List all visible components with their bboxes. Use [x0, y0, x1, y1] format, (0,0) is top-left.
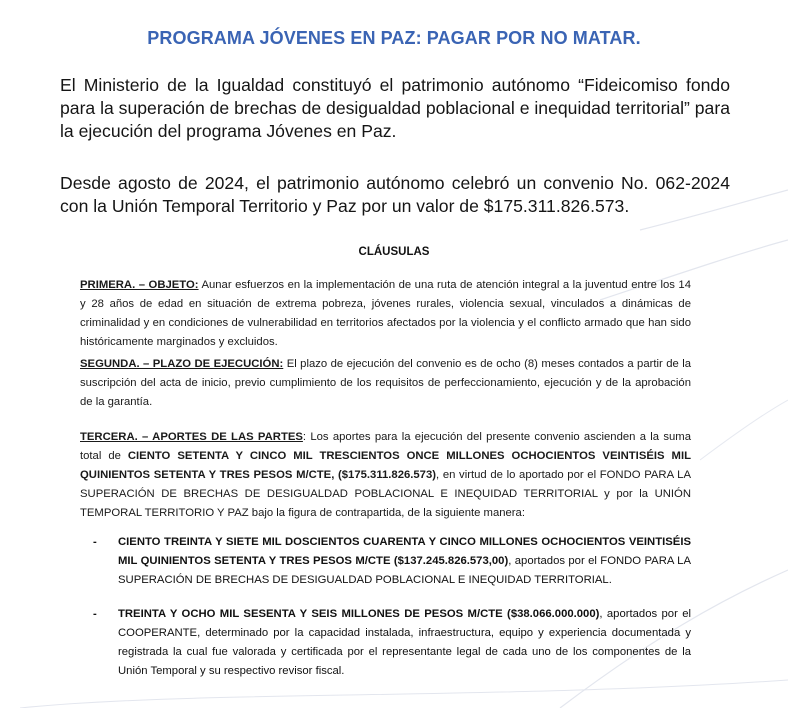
bullet-amount: TREINTA Y OCHO MIL SESENTA Y SEIS MILLONES DE PESOS M/CTE ($38.066.000.000) [118, 608, 600, 620]
bullet-description: , aportados por el FONDO PARA LA SUPERACIÓN DE BRECHAS DE DESIGUALDAD POBLACIONAL E INEQUIDAD TERRITORIAL. [118, 555, 692, 586]
intro-paragraph-1: El Ministerio de la Igualdad constituyó el patrimonio autónomo “Fideicomiso fondo para la superación de brechas de desigualdad poblacional e inequidad territorial” para la ejecución del programa Jóvenes en Paz. [60, 75, 730, 141]
clause-primera-heading: PRIMERA. – OBJETO: [80, 279, 199, 291]
bullet-text [118, 605, 691, 681]
bullet-amount: CIENTO TREINTA Y SIETE MIL DOSCIENTOS CUARENTA Y CINCO MILLONES OCHOCIENTOS VEINTISÉIS MIL QUINIENTOS SETENTA Y TRES PESOS M/CTE ($137.245.826.573,00) [118, 536, 691, 567]
bullet-description: , aportados por el COOPERANTE, determinado por la capacidad instalada, infraestructura, equipo y experiencia documentada y registrada la cual fue valorada y certificada por el representante legal de cada uno de los componentes de la Unión Temporal y su respectivo revisor fiscal. [118, 608, 691, 677]
clause-tercera-amount: CIENTO SETENTA Y CINCO MIL TRESCIENTOS ONCE MILLONES OCHOCIENTOS VEINTISÉIS MIL QUINIENTOS SETENTA Y TRES PESOS M/CTE, ($175.311.826.573) [80, 450, 691, 481]
clause-primera [80, 276, 691, 352]
clause-segunda-heading: SEGUNDA. – PLAZO DE EJECUCIÓN: [80, 358, 284, 370]
intro-paragraph-2: Desde agosto de 2024, el patrimonio autónomo celebró un convenio No. 062-2024 con la Unión Temporal Territorio y Paz por un valor de $175.311.826.573. [60, 173, 730, 216]
page-title: PROGRAMA JÓVENES EN PAZ: PAGAR POR NO MATAR. [147, 28, 641, 48]
bullet-text [118, 533, 691, 590]
clausulas-heading: CLÁUSULAS [358, 246, 430, 258]
clause-primera-text: Aunar esfuerzos en la implementación de una ruta de atención integral a la juventud entre los 14 y 28 años de edad en situación de extrema pobreza, jóvenes rurales, violencia sexual, vinculados a dinámicas de criminalidad y en condiciones de vulnerabilidad en territorios afectados por la violencia y el conflicto armado que han sido históricamente marginados y excluidos. [80, 279, 691, 348]
bullet-dash: - [93, 536, 97, 548]
bullet-dash: - [93, 608, 97, 620]
clause-tercera-text-a: : Los aportes para la ejecución del presente convenio ascienden a la suma total de [80, 431, 691, 462]
clause-tercera [80, 428, 691, 523]
clause-tercera-heading: TERCERA. – APORTES DE LAS PARTES [80, 431, 303, 443]
clause-tercera-text-b: , en virtud de lo aportado por el FONDO PARA LA SUPERACIÓN DE BRECHAS DE DESIGUALDAD POBLACIONAL E INEQUIDAD TERRITORIAL y por la UNIÓN TEMPORAL TERRITORIO Y PAZ bajo la figura de contrapartida, de la siguiente manera: [80, 469, 691, 519]
clause-segunda [80, 355, 691, 412]
clause-segunda-text: El plazo de ejecución del convenio es de ocho (8) meses contados a partir de la suscripción del acta de inicio, previo cumplimiento de los requisitos de perfeccionamiento, ejecución y de la aprobación de la garantía. [80, 358, 691, 408]
